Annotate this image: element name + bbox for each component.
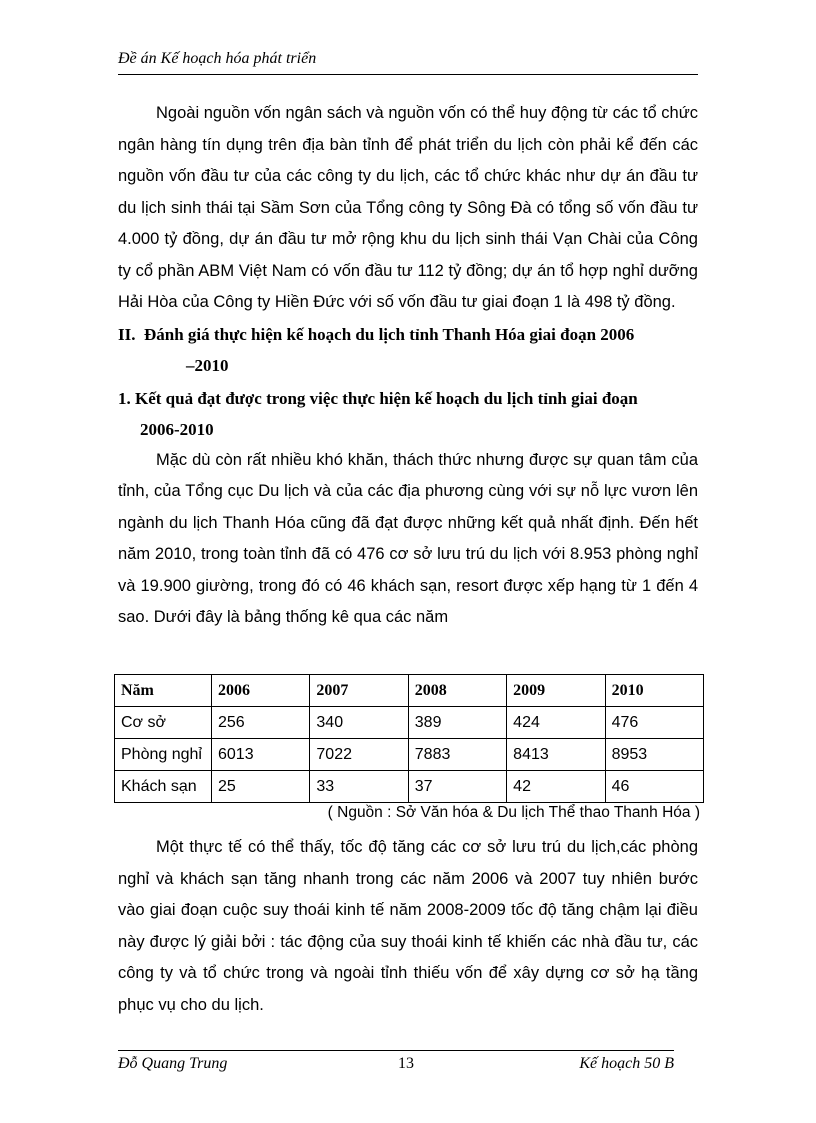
table-cell: 340 <box>310 707 408 739</box>
header-cell: 2009 <box>507 675 605 707</box>
page-footer <box>118 1050 674 1075</box>
section-heading <box>118 319 698 381</box>
table-cell: 42 <box>507 771 605 803</box>
subsection-heading <box>118 383 698 445</box>
table-source: ( Nguồn : Sở Văn hóa & Du lịch Thể thao Thanh Hóa ) <box>327 804 700 821</box>
header-cell: 2008 <box>408 675 506 707</box>
section-title-line2: –2010 <box>186 355 229 375</box>
table-cell: 46 <box>605 771 703 803</box>
paragraph-analysis: Một thực tế có thể thấy, tốc độ tăng các cơ sở lưu trú du lịch,các phòng nghỉ và khách sạn tăng nhanh trong các năm 2006 và 2007 tuy nhiên bước vào giai đoạn cuộc suy thoái kinh tế năm 2008-2009 tốc độ tăng chậm lại điều này được lý giải bởi : tác động của suy thoái kinh tế khiến các nhà đầu tư, các công ty và tổ chức trong và ngoài tỉnh thiếu vốn để xây dựng cơ sở hạ tầng phục vụ cho du lịch. <box>118 838 698 1014</box>
row-label: Cơ sở <box>115 707 212 739</box>
header-cell: 2007 <box>310 675 408 707</box>
table-cell: 6013 <box>212 739 310 771</box>
body-bottom <box>118 832 698 1021</box>
table-cell: 256 <box>212 707 310 739</box>
table-cell: 476 <box>605 707 703 739</box>
table-row <box>115 739 704 771</box>
table-cell: 389 <box>408 707 506 739</box>
statistics-table <box>114 674 704 803</box>
table-row <box>115 707 704 739</box>
table-cell: 25 <box>212 771 310 803</box>
page-number: 13 <box>398 1055 414 1072</box>
table-cell: 7022 <box>310 739 408 771</box>
paragraph-funding: Ngoài nguồn vốn ngân sách và nguồn vốn có thể huy động từ các tổ chức ngân hàng tín dụng trên địa bàn tỉnh để phát triển du lịch còn phải kể đến các nguồn vốn đầu tư của các công ty du lịch, các tổ chức khác như dự án đầu tư du lịch sinh thái tại Sầm Sơn của Tổng công ty Sông Đà có tổng số vốn đầu tư 4.000 tỷ đồng, dự án đầu tư mở rộng khu du lịch sinh thái Vạn Chài của Công ty cổ phần ABM Việt Nam có vốn đầu tư 112 tỷ đồng; dự án tổ hợp nghỉ dưỡng Hải Hòa của Công ty Hiền Đức với số vốn đầu tư giai đoạn 1 là 498 tỷ đồng. <box>118 104 698 311</box>
footer-class: Kế hoạch 50 B <box>579 1055 674 1072</box>
subsection-title-line2: 2006-2010 <box>140 419 214 439</box>
section-number: II. <box>118 324 136 344</box>
section-title-line1: Đánh giá thực hiện kế hoạch du lịch tỉnh Thanh Hóa giai đoạn 2006 <box>144 324 635 344</box>
paragraph-results: Mặc dù còn rất nhiều khó khăn, thách thức nhưng được sự quan tâm của tỉnh, của Tổng cục Du lịch và của các địa phương cùng với sự nỗ lực vươn lên ngành du lịch Thanh Hóa cũng đã đạt được những kết quả nhất định. Đến hết năm 2010, trong toàn tỉnh đã có 476 cơ sở lưu trú du lịch với 8.953 phòng nghỉ và 19.900 giường, trong đó có 46 khách sạn, resort được xếp hạng từ 1 đến 4 sao. Dưới đây là bảng thống kê qua các năm <box>118 450 698 626</box>
table-row <box>115 771 704 803</box>
table-header-row <box>115 675 704 707</box>
table-cell: 8953 <box>605 739 703 771</box>
table-cell: 33 <box>310 771 408 803</box>
page-header <box>118 50 698 75</box>
header-title: Đề án Kế hoạch hóa phát triển <box>118 50 317 67</box>
row-label: Phòng nghỉ <box>115 739 212 771</box>
header-cell: Năm <box>115 675 212 707</box>
header-cell: 2010 <box>605 675 703 707</box>
body-top <box>118 98 698 634</box>
header-cell: 2006 <box>212 675 310 707</box>
subsection-title-line1: 1. Kết quả đạt được trong việc thực hiện kế hoạch du lịch tỉnh giai đoạn <box>118 388 638 408</box>
footer-author: Đỗ Quang Trung <box>118 1055 228 1072</box>
table-cell: 424 <box>507 707 605 739</box>
table-cell: 7883 <box>408 739 506 771</box>
row-label: Khách sạn <box>115 771 212 803</box>
table-cell: 8413 <box>507 739 605 771</box>
table-cell: 37 <box>408 771 506 803</box>
